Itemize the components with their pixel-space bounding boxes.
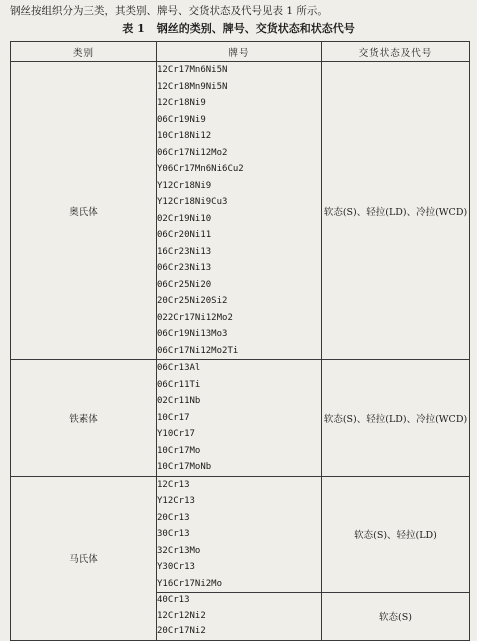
table-row xyxy=(11,476,470,593)
grade-item: 10Cr17 xyxy=(157,412,190,423)
category-cell: 铁素体 xyxy=(11,360,157,477)
grade-item: 10Cr17MoNb xyxy=(157,462,212,472)
grade-item: 12Cr18Ni9 xyxy=(157,98,206,108)
table-row xyxy=(11,360,470,477)
grade-item: 06Cr20Ni11 xyxy=(157,230,212,240)
category-cell: 奥氏体 xyxy=(11,62,157,360)
grade-item: 16Cr23Ni13 xyxy=(157,246,212,257)
state-cell: 软态(S) xyxy=(322,593,470,641)
grade-list xyxy=(157,476,322,593)
grade-item: 12Cr17Mn6Ni5N xyxy=(157,65,228,75)
grade-item: Y10Cr17 xyxy=(157,429,195,439)
state-cell: 软态(S)、轻拉(LD)、冷拉(WCD) xyxy=(322,360,470,477)
table-title: 钢丝的类别、牌号、交货状态和状态代号 xyxy=(156,22,355,35)
grade-item: 10Cr18Ni12 xyxy=(157,131,212,141)
grade-item: 30Cr13 xyxy=(157,529,190,539)
grade-list xyxy=(157,62,322,360)
grade-item: Y16Cr17Ni2Mo xyxy=(157,578,223,589)
grade-item: 06Cr17Ni12Mo2Ti xyxy=(157,345,239,356)
header-category: 类别 xyxy=(11,42,157,62)
grade-item: 20Cr17Ni2 xyxy=(157,626,206,636)
grade-item: Y12Cr18Ni9 xyxy=(157,180,212,191)
grade-list xyxy=(157,593,322,641)
table-number: 表 1 xyxy=(122,22,145,35)
grade-item: 12Cr12Ni2 xyxy=(157,610,206,621)
grade-item: 20Cr25Ni20Si2 xyxy=(157,296,228,306)
grade-item: 32Cr13Mo xyxy=(157,545,201,556)
table-row xyxy=(11,62,470,360)
grade-item: 06Cr13Al xyxy=(157,363,201,373)
grade-item: Y06Cr17Mn6Ni6Cu2 xyxy=(157,164,244,174)
grade-item: Y12Cr18Ni9Cu3 xyxy=(157,197,228,207)
grade-item: 20Cr13 xyxy=(157,512,190,523)
grade-item: 40Cr13 xyxy=(157,595,190,605)
state-cell: 软态(S)、轻拉(LD) xyxy=(322,476,470,593)
grade-item: Y30Cr13 xyxy=(157,562,195,572)
grade-item: 06Cr19Ni9 xyxy=(157,114,206,125)
header-state: 交货状态及代号 xyxy=(322,42,470,62)
grade-item: 06Cr11Ti xyxy=(157,379,201,390)
grade-item: 06Cr17Ni12Mo2 xyxy=(157,147,228,158)
grade-item: 12Cr18Mn9Ni5N xyxy=(157,81,228,92)
intro-text: 钢丝按组织分为三类，其类别、牌号、交货状态及代号见表 1 所示。 xyxy=(10,5,328,17)
steel-wire-table xyxy=(10,41,470,641)
table-caption xyxy=(0,20,477,36)
grade-item: 06Cr23Ni13 xyxy=(157,263,212,273)
grade-item: 02Cr11Nb xyxy=(157,396,201,406)
header-grade: 牌号 xyxy=(157,42,322,62)
category-cell: 马氏体 xyxy=(11,476,157,640)
grade-item: 12Cr13 xyxy=(157,479,190,490)
grade-item: Y12Cr13 xyxy=(157,496,195,506)
header-row xyxy=(11,42,470,62)
grade-item: 022Cr17Ni12Mo2 xyxy=(157,312,233,323)
grade-item: 06Cr25Ni20 xyxy=(157,279,212,290)
grade-item: 02Cr19Ni10 xyxy=(157,213,212,224)
state-cell: 软态(S)、轻拉(LD)、冷拉(WCD) xyxy=(322,62,470,360)
grade-list xyxy=(157,360,322,477)
grade-item: 10Cr17Mo xyxy=(157,445,201,456)
grade-item: 06Cr19Ni13Mo3 xyxy=(157,329,228,339)
